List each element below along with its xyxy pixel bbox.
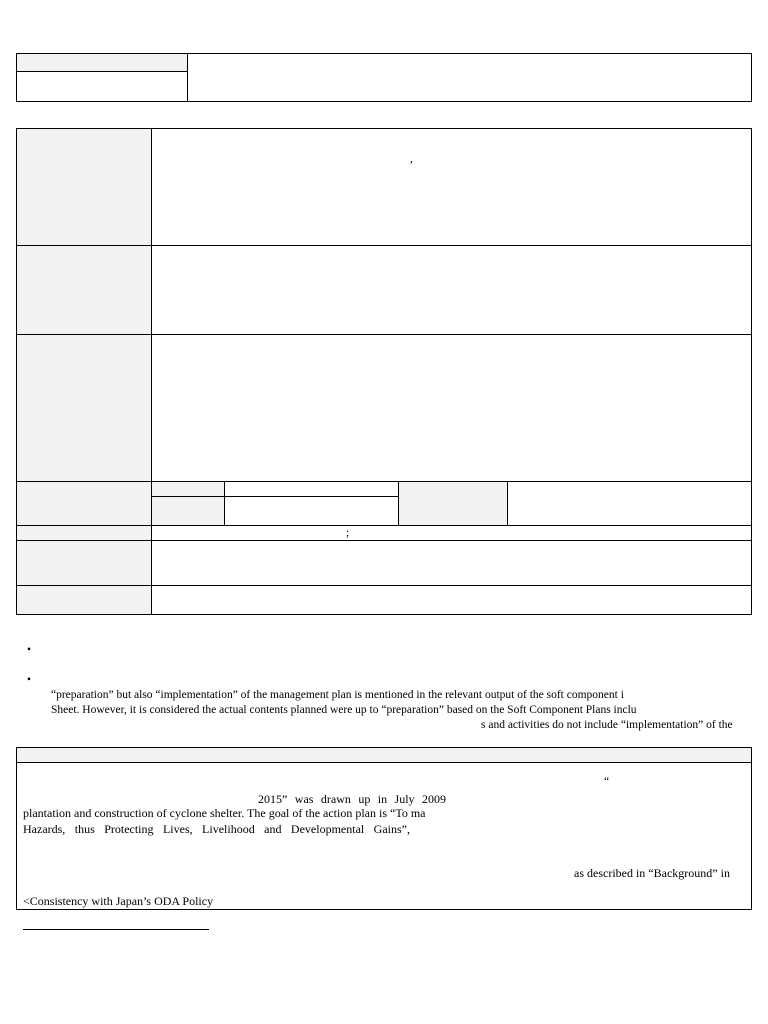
bullet-2: •: [27, 674, 32, 686]
consistency-box-header-divider: [17, 762, 751, 763]
subgrid-label-cell-a: [152, 482, 224, 525]
line-background: as described in “Background” in: [574, 866, 730, 880]
paragraph-line-1: “preparation” but also “implementation” of the management plan is mentioned in the relevant output of the soft component i: [51, 689, 624, 701]
main-table-row-divider-5: [17, 540, 751, 541]
line-oda-policy: <Consistency with Japan’s ODA Policy: [23, 894, 214, 908]
line-2015: 2015” was drawn up in July 2009: [258, 792, 446, 806]
paragraph-line-2: Sheet. However, it is considered the actual contents planned were up to “preparation” based on the Soft Component Plans inclu: [51, 704, 637, 716]
subgrid-divider-a: [224, 482, 225, 525]
subgrid-divider-b: [398, 482, 399, 525]
main-table-label-column: [17, 129, 151, 614]
bullet-1: •: [27, 644, 32, 656]
main-table-row-divider-6: [17, 585, 751, 586]
line-hazards: Hazards, thus Protecting Lives, Livelihood and Developmental Gains”,: [23, 822, 410, 836]
footnote-separator: [23, 929, 209, 930]
open-quote-mark: “: [604, 776, 610, 788]
paragraph-line-3: s and activities do not include “implementation” of the: [481, 719, 733, 731]
header-divider: [17, 71, 187, 72]
row1-comma-mark: ,: [410, 153, 413, 165]
main-table-row-divider-3: [17, 481, 751, 482]
consistency-box-header: [17, 748, 751, 762]
subgrid-inner-divider-middle: [224, 496, 398, 497]
header-column-divider: [187, 54, 188, 101]
line-plantation: plantation and construction of cyclone shelter. The goal of the action plan is “To ma: [23, 806, 426, 820]
subgrid-divider-c: [507, 482, 508, 525]
main-table-row-divider-1: [17, 245, 751, 246]
main-table-row-divider-4: [17, 525, 751, 526]
main-table-row-divider-2: [17, 334, 751, 335]
header-label-cell-top: [17, 54, 187, 71]
row5-semicolon-mark: ;: [346, 527, 350, 539]
subgrid-inner-divider-left: [152, 496, 224, 497]
main-table-column-divider: [151, 129, 152, 614]
subgrid-label-cell-b: [399, 482, 507, 525]
